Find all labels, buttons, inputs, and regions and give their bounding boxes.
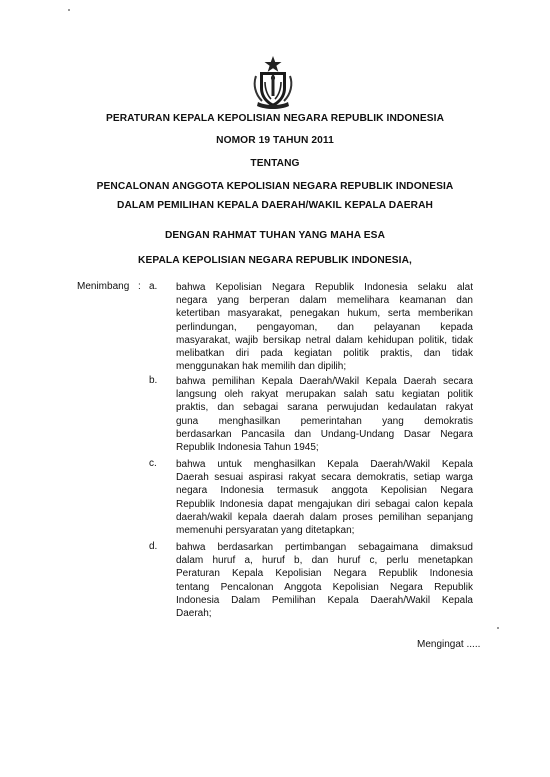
- text-line: masyarakat, wajib bersikap netral dalam kehidupan politik, tidak: [176, 334, 473, 346]
- text-line: bahwa untuk menghasilkan Kepala Daerah/Wakil Kepala: [176, 459, 473, 470]
- text-line: Republik Indonesia Tahun 1945;: [176, 441, 319, 453]
- text-line: negara yang berperan dalam memelihara keamanan dan: [176, 295, 473, 307]
- item-letter-b: b.: [149, 375, 158, 386]
- text-line: ketertiban masyarakat, penegakan hukum, serta memberikan: [176, 308, 473, 320]
- text-line: Peraturan Kepala Kepolisian Negara Republik Indonesia: [176, 568, 473, 580]
- menimbang-colon: :: [138, 281, 141, 292]
- text-line: Daerah sesuai aspirasi rakyat secara demokratis, setiap warga: [176, 472, 473, 484]
- consideration-a: [176, 281, 473, 373]
- item-letter-d: d.: [149, 541, 158, 552]
- item-letter-c: c.: [149, 458, 157, 469]
- text-line: menggunakan hak memilih dan dipilih;: [176, 361, 347, 373]
- consideration-c: [176, 458, 473, 537]
- text-line: Republik Indonesia dapat mengajukan diri sebagai calon kepala: [176, 498, 473, 510]
- regulation-number: NOMOR 19 TAHUN 2011: [216, 135, 334, 146]
- text-line: bahwa pemilihan Kepala Daerah/Wakil Kepala Daerah secara: [176, 376, 473, 387]
- scan-speck: [68, 9, 70, 11]
- issuer-title: KEPALA KEPOLISIAN NEGARA REPUBLIK INDONESIA,: [137, 255, 412, 266]
- text-line: langsung oleh rakyat merupakan salah satu kegiatan politik: [176, 389, 473, 401]
- scan-speck: [497, 627, 499, 629]
- text-line: berdasarkan Pancasila dan Undang-Undang Dasar Negara: [176, 428, 473, 440]
- text-line: memenuhi persyaratan yang ditetapkan;: [176, 524, 355, 536]
- text-line: melibatkan diri pada kegiatan politik praktis, dan tidak: [176, 347, 473, 359]
- text-line: guna menghasilkan pemerintahan yang demokratis: [176, 415, 473, 427]
- text-line: Daerah;: [176, 607, 212, 619]
- text-line: perlindungan, pengayoman, dan pelayanan kepada: [176, 321, 473, 333]
- text-line: tentang Pencalonan Anggota Kepolisian Negara Republik: [176, 581, 473, 593]
- subject-line-2: DALAM PEMILIHAN KEPALA DAERAH/WAKIL KEPALA DAERAH: [117, 200, 433, 211]
- regulation-title: PERATURAN KEPALA KEPOLISIAN NEGARA REPUBLIK INDONESIA: [105, 113, 445, 124]
- text-line: bahwa berdasarkan pertimbangan sebagaimana dimaksud: [176, 542, 473, 553]
- text-line: praktis, dan sebagai sarana perwujudan kedaulatan rakyat: [176, 402, 473, 414]
- catchword: Mengingat .....: [417, 639, 481, 650]
- text-line: negara Indonesia termasuk anggota Kepolisian Negara: [176, 485, 473, 497]
- tentang-heading: TENTANG: [250, 158, 300, 169]
- item-letter-a: a.: [149, 281, 158, 292]
- police-emblem-icon: [248, 54, 298, 110]
- subject-line-1: PENCALONAN ANGGOTA KEPOLISIAN NEGARA REPUBLIK INDONESIA: [96, 181, 454, 192]
- text-line: dalam huruf a, huruf b, dan huruf c, perlu menetapkan: [176, 555, 473, 567]
- text-line: bahwa Kepolisian Negara Republik Indonesia selaku alat: [176, 282, 473, 293]
- menimbang-label: Menimbang: [77, 281, 130, 292]
- text-line: daerah/wakil kepala daerah dalam proses pemilihan sepanjang: [176, 511, 473, 523]
- invocation: DENGAN RAHMAT TUHAN YANG MAHA ESA: [164, 230, 386, 241]
- consideration-b: [176, 375, 473, 454]
- consideration-d: [176, 541, 473, 620]
- text-line: Indonesia Dalam Pemilihan Kepala Daerah/Wakil Kepala: [176, 594, 473, 606]
